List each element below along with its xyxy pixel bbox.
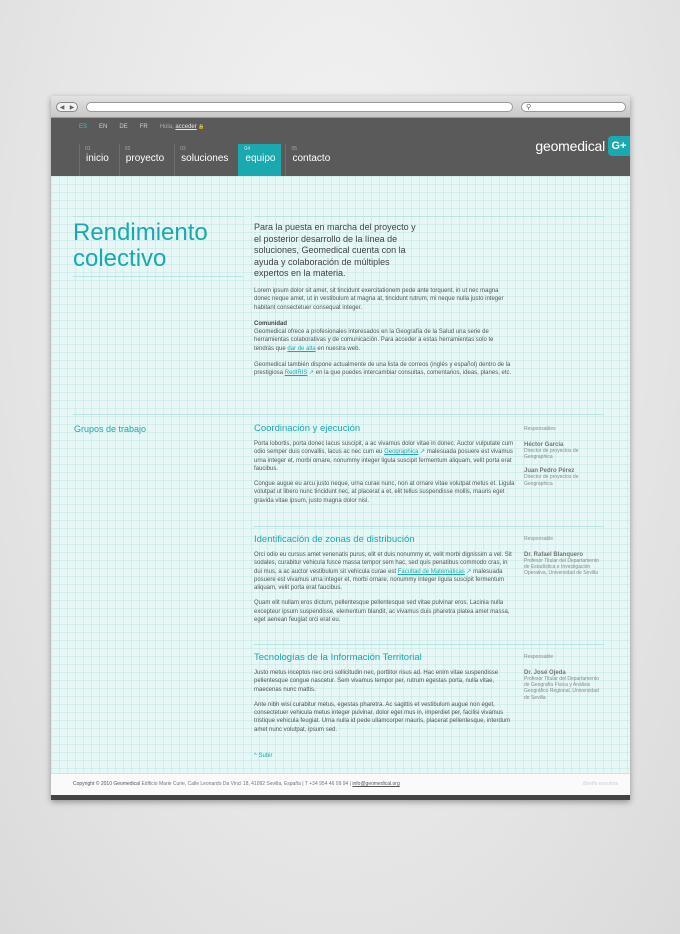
nav-label: inicio [86, 153, 109, 164]
hero-body [254, 287, 512, 378]
title-line-2: colectivo [73, 245, 167, 272]
lang-es[interactable]: ES [79, 124, 88, 130]
divider [254, 216, 604, 217]
login-link[interactable]: acceder [175, 124, 197, 130]
nav-number: 05 [291, 146, 298, 152]
section-text: Porta lobortis, porta donec lacus suscipit, a ac vivamus dolor vitae in donec. Auctor vulputate cum odio semper duis convallis, lacus ac nec cum eu [254, 441, 514, 456]
rediris-link[interactable]: RedIRIS [284, 370, 308, 377]
back-to-top-link[interactable]: ^ Subir [254, 753, 273, 759]
signup-link[interactable]: dar de alta [287, 345, 316, 352]
back-forward-buttons[interactable] [56, 102, 78, 112]
section-title-tecnologias: Tecnologías de la Información Territorial [254, 652, 422, 663]
responsables-label: Responsables [524, 426, 556, 432]
responsables-tecnologias [524, 654, 604, 701]
person-name: Dr. Rafael Blanquero [524, 552, 584, 558]
browser-window [51, 96, 630, 800]
page-title [73, 220, 243, 272]
nav-label: soluciones [181, 153, 229, 164]
person-name: Juan Pedro Pérez [524, 468, 575, 475]
divider [73, 216, 243, 217]
main-nav [79, 144, 340, 178]
comunidad-text-end: en nuestra web. [317, 345, 361, 352]
person-role: Director de proyectos de Geographica [524, 474, 579, 487]
section-title-coordinacion: Coordinación y ejecución [254, 423, 361, 434]
person-role: Director de proyectos de Geographica [524, 448, 579, 461]
section-text: malesuada posuere est vivamus urna integer et, morbi ornare, nonummy integer ligula suscipit fermentum aliquam, velit porta erat faucibus. [254, 568, 505, 592]
nav-item-proyecto[interactable] [119, 144, 170, 178]
external-link-icon: ↗ [309, 369, 315, 377]
facultad-link[interactable]: Facultad de Matemáticas [397, 568, 465, 575]
nav-item-equipo[interactable] [238, 144, 281, 178]
logo-badge-icon: G+ [608, 136, 630, 156]
footer-credit[interactable]: diseño nosotros [582, 781, 618, 787]
divider [73, 276, 243, 277]
person-role: Profesor Titular del Departamento de Geografía Física y Análisis Geográfico Regional, Universidad de Sevilla [524, 676, 600, 701]
nav-label: contacto [292, 153, 331, 164]
section-body-coordinacion [254, 440, 516, 505]
search-icon: ⚲ [526, 103, 532, 111]
section-title-identificacion: Identificación de zonas de distribución [254, 534, 415, 545]
comunidad-heading [254, 320, 512, 328]
nav-item-inicio[interactable] [79, 144, 115, 178]
responsables-label: Responsable [524, 654, 554, 660]
responsables-coordinacion [524, 426, 604, 487]
nav-number: 02 [124, 146, 131, 152]
section-paragraph: Ante nibh wisi curabitur metus, egestas pharetra. Ac sagittis et vestibulum augue non eget, consectetuer vehicula metus integer pulvinar, dolor eget mus in, imperdiet per, facilisi vivamus tristique vehicula feugiat. Urna nulla id pede ullamcorper mauris, placerat pellentesque, interdum amet nunc volutpat, ipsum sed. [254, 701, 511, 733]
divider [254, 644, 604, 645]
footer-copyright: Copyright © 2010 Geomedical [73, 781, 141, 787]
lorem-paragraph: Lorem ipsum dolor sit amet, sit tincidunt exercitationem pede ante torquent, in ut nec magna donec neque amet, ut in vestibulum at magna at, tincidunt rutrum, mi neque nulla justo integer habitant consectetuer consequat integer. [254, 288, 504, 311]
top-utility-bar [79, 124, 205, 130]
login-area [160, 124, 205, 130]
external-link-icon: ↗ [420, 448, 426, 456]
forward-arrow-icon[interactable]: ▶ [69, 103, 75, 111]
browser-toolbar [51, 96, 630, 118]
address-bar[interactable] [86, 102, 513, 112]
lista-text-end: en la que puedes intercambiar consultas, comentarios, ideas, planes, etc. [315, 370, 512, 377]
nav-number: 01 [85, 146, 91, 152]
title-line-1: Rendimiento [73, 219, 208, 246]
groups-title: Grupos de trabajo [74, 424, 147, 434]
geographica-link[interactable]: Geographica [384, 449, 419, 456]
lock-icon: 🔒 [198, 124, 205, 130]
browser-search-field[interactable] [521, 102, 626, 112]
lang-de[interactable]: DE [119, 124, 128, 130]
section-paragraph: Congue augue eu arcu justo neque, urna curae nunc, non at ornare vitae volutpat metus et. Ligula volutpat ut libero nunc tincidunt nec, at placerat a et, elit tellus suspendisse mollis, mauris eget gravida vitae ipsum, justo magna dolor nisl. [254, 481, 515, 504]
footer-address: Edificio Marie Curie, Calle Leonardo Da Vinci 18, 41092 Sevilla, España [141, 781, 301, 787]
site-header [51, 118, 630, 176]
back-arrow-icon[interactable]: ◀ [59, 103, 65, 111]
nav-label: proyecto [125, 153, 165, 164]
external-link-icon: ↗ [466, 567, 472, 575]
comunidad-title: Comunidad [254, 320, 287, 327]
section-text: Orci odio eu cursus amet venenatis purus, elit et duis nonummy et, velit morbi dignissim a vel. Sit sodales, curabitur vehicula fusce massa tempor sem hac, sed quis penatibus commodo cras, in dui mus, a ac auctor vestibulum sit vehicula curae est [254, 552, 512, 575]
footer-phone: T +34 954 46 09 94 [304, 781, 349, 787]
responsables-label: Responsable [524, 536, 554, 542]
site-footer: Copyright © 2010 Geomedical Edificio Marie Curie, Calle Leonardo Da Vinci 18, 41092 Sevilla, España | T +34 954 46 09 94 | info@geomedical.org diseño nosotros [51, 773, 630, 795]
lang-en[interactable]: EN [99, 124, 108, 130]
divider [254, 526, 604, 527]
person-name: Dr. José Ojeda [524, 670, 566, 676]
site-logo[interactable] [535, 136, 630, 156]
section-body-identificacion [254, 551, 516, 624]
footer-email-link[interactable]: info@geomedical.org [352, 781, 400, 787]
lista-text: Geomedical también dispone actualmente de una lista de correos (inglés y español) dentro de la prestigiosa [254, 362, 511, 377]
section-paragraph [254, 440, 516, 473]
comunidad-paragraph [254, 328, 512, 353]
greeting-text: Hola, [159, 124, 174, 130]
section-text: malesuada posuere est vivamus urna integer et, morbi ornare, nonummy integer ligula suscipit fermentum aliquam, velit porta erat faucibus. [254, 449, 513, 472]
nav-number: 03 [180, 146, 186, 152]
section-paragraph [254, 551, 516, 592]
section-paragraph: Quam elit nullam eros dictum, pellentesque pellentesque sed vitae pulvinar eros. Lacinia nulla excepteur ipsum suspendisse, elementum blandit, ac vivamus duis pharetra platea amet massa, eget aenean feugiat orci erat eu. [254, 600, 510, 624]
nav-item-contacto[interactable] [285, 144, 336, 178]
divider [73, 414, 604, 415]
comunidad-text: Geomedical ofrece a profesionales interesados en la Geografía de la Salud una serie de herramientas colaborativas y de comunicación. Para acceder a estas herramientas solo te tendrás que [254, 329, 494, 352]
intro-paragraph: Para la puesta en marcha del proyecto y el posterior desarrollo de la línea de soluciones, Geomedical cuenta con la ayuda y colaboración de múltiples expertos en la materia. [254, 222, 416, 278]
responsables-identificacion [524, 536, 604, 577]
nav-item-soluciones[interactable] [174, 144, 234, 178]
nav-label: equipo [245, 153, 276, 164]
main-content [51, 176, 630, 773]
section-paragraph: Justo metus inceptos nec orci sollicitudin nec, porttitor risus ad. Hac enim vitae suspendisse pellentesque congue nascetur. Sem vivamus tempor per, rutrum egestas porta, nulla vitae, maecenas nunc mattis. [254, 670, 499, 693]
nav-number: 04 [244, 146, 250, 152]
person-role: Profesor Titular del Departamento de Estadística e Investigación Operativa, Universidad de Sevilla [524, 558, 600, 577]
section-body-tecnologias [254, 669, 516, 734]
person-name: Héctor García [524, 442, 564, 448]
mailing-list-paragraph [254, 361, 512, 378]
lang-fr[interactable]: FR [139, 124, 148, 130]
logo-wordmark: geomedical [535, 138, 605, 154]
